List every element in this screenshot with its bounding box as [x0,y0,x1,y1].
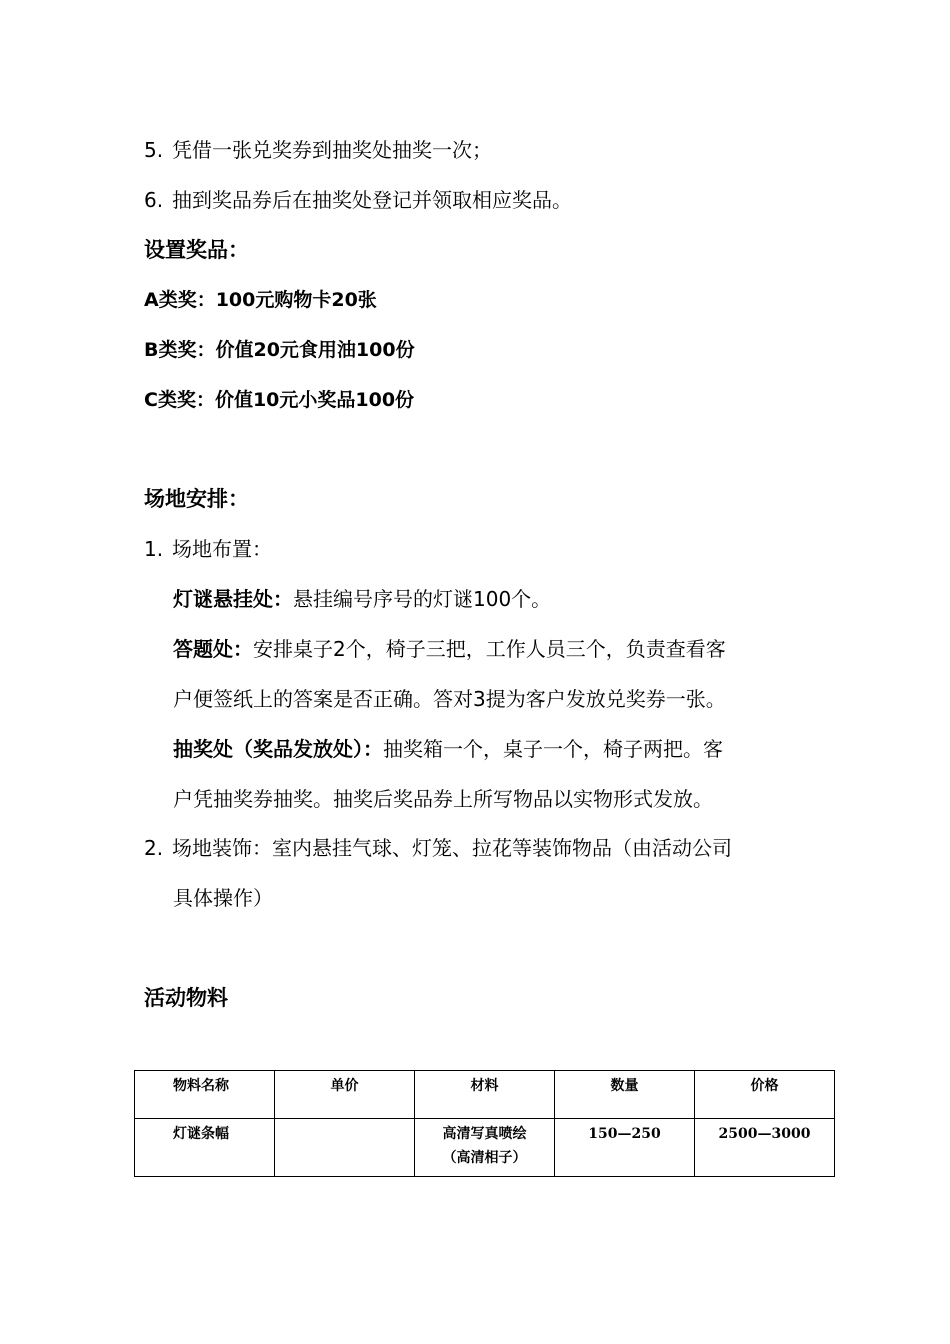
draw-area-label: 抽奖处（奖品发放处）： [173,737,383,761]
cell-price: 2500—3000 [695,1119,835,1177]
venue-item-1 [144,535,272,563]
draw-area-line-2: 户凭抽奖券抽奖。抽奖后奖品券上所写物品以实物形式发放。 [173,787,713,811]
step-6-number: 6. [144,188,164,212]
step-5-number: 5. [144,138,164,162]
cell-unit-price [275,1119,415,1177]
venue-item-2 [144,834,732,862]
cell-name: 灯谜条幅 [135,1119,275,1177]
answer-area-label: 答题处： [173,637,253,661]
column-header-material: 材料 [415,1071,555,1119]
table-header-row [135,1071,835,1119]
column-header-name: 物料名称 [135,1071,275,1119]
prize-a: A类奖：100元购物卡20张 [144,289,377,311]
venue-item-2-text-1: 场地装饰：室内悬挂气球、灯笼、拉花等装饰物品（由活动公司 [172,836,732,860]
venue-item-1-number: 1. [144,537,164,561]
lantern-area [173,585,551,613]
venue-item-1-text: 场地布置： [172,537,272,561]
venue-heading: 场地安排： [144,487,249,511]
column-header-price: 价格 [695,1071,835,1119]
draw-area-text-1: 抽奖箱一个，桌子一个，椅子两把。客 [383,737,723,761]
cell-material [415,1119,555,1177]
column-header-unit-price: 单价 [275,1071,415,1119]
venue-item-2-line-2: 具体操作） [173,886,273,910]
cell-material-line-1: 高清写真喷绘 [442,1126,527,1142]
cell-material-line-2: （高清相子） [442,1150,527,1166]
answer-area-line-1 [173,635,726,663]
step-5 [144,136,492,164]
prizes-heading: 设置奖品： [144,238,249,262]
materials-table [134,1070,835,1177]
table-row [135,1119,835,1177]
step-6 [144,186,572,214]
column-header-quantity: 数量 [555,1071,695,1119]
step-6-text: 抽到奖品券后在抽奖处登记并领取相应奖品。 [172,188,572,212]
lantern-area-text: 悬挂编号序号的灯谜100个。 [293,587,552,611]
prize-c: C类奖：价值10元小奖品100份 [144,389,415,411]
step-5-text: 凭借一张兑奖券到抽奖处抽奖一次； [172,138,492,162]
materials-heading: 活动物料 [144,986,228,1010]
answer-area-line-2: 户便签纸上的答案是否正确。答对3提为客户发放兑奖券一张。 [173,687,726,711]
lantern-area-label: 灯谜悬挂处： [173,587,293,611]
cell-quantity: 150—250 [555,1119,695,1177]
prize-b: B类奖：价值20元食用油100份 [144,339,415,361]
venue-item-2-number: 2. [144,836,164,860]
draw-area-line-1 [173,735,723,763]
answer-area-text-1: 安排桌子2个，椅子三把，工作人员三个，负责查看客 [253,637,726,661]
